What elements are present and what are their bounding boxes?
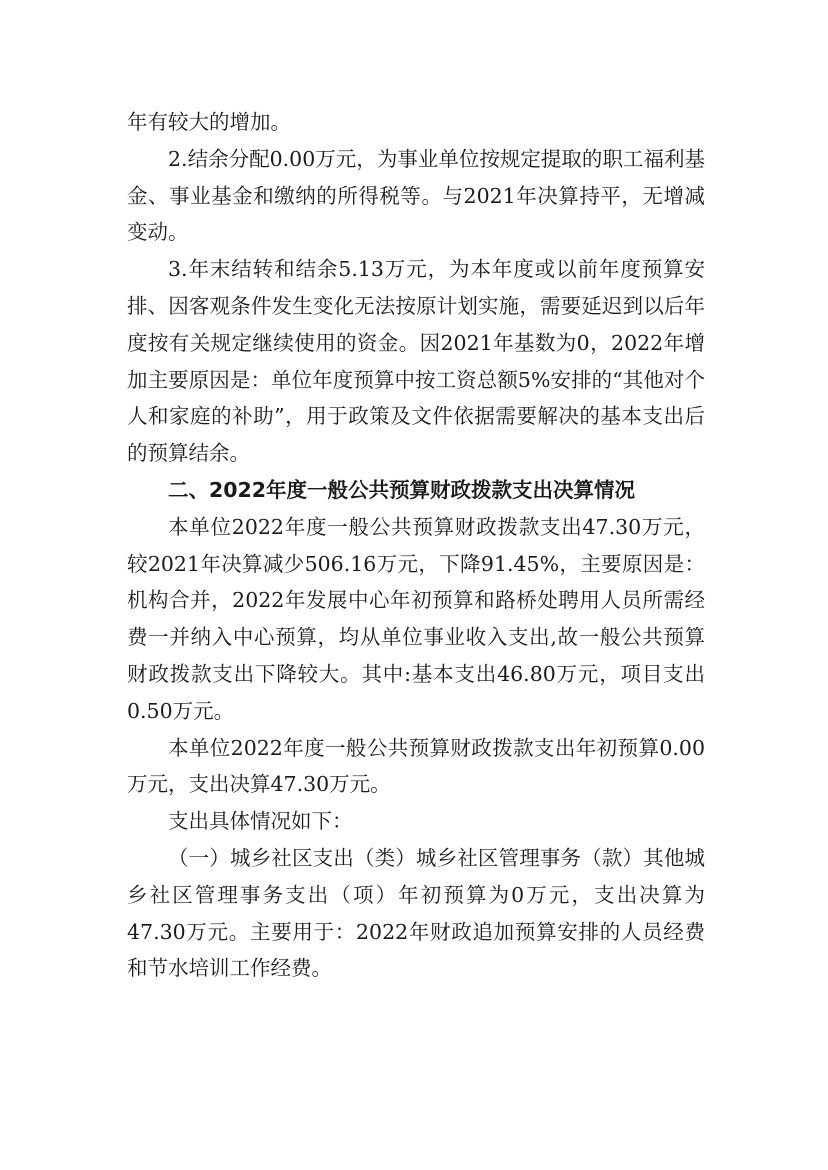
section-heading: 二、2022年度一般公共预算财政拨款支出决算情况 [168,477,636,502]
paragraph-budget-vs-final: 本单位2022年度一般公共预算财政拨款支出年初预算0.00万元，支出决算47.30万元。 [127,735,705,797]
paragraph-detail-item-1: （一）城乡社区支出（类）城乡社区管理事务（款）其他城乡社区管理事务支出（项）年初预算为0万元，支出决算为47.30万元。主要用于：2022年财政追加预算安排的人员经费和节水培训工作经费。 [127,845,705,981]
paragraph-continuation: 年有较大的增加。 [127,110,291,134]
document-page [127,104,705,987]
paragraph-year-end-balance: 3.年末结转和结余5.13万元，为本年度或以前年度预算安排、因客观条件发生变化无法按原计划实施，需要延迟到以后年度按有关规定继续使用的资金。因2021年基数为0，2022年增加主要原因是：单位年度预算中按工资总额5%安排的“其他对个人和家庭的补助”，用于政策及文件依据需要解决的基本支出后的预算结余。 [127,257,705,466]
paragraph-surplus-distribution: 2.结余分配0.00万元，为事业单位按规定提取的职工福利基金、事业基金和缴纳的所得税等。与2021年决算持平，无增减变动。 [127,146,705,245]
paragraph-expenditure-summary: 本单位2022年度一般公共预算财政拨款支出47.30万元，较2021年决算减少506.16万元，下降91.45%，主要原因是：机构合并，2022年发展中心年初预算和路桥处聘用人员所需经费一并纳入中心预算，均从单位事业收入支出,故一般公共预算财政拨款支出下降较大。其中:基本支出46.80万元，项目支出0.50万元。 [127,514,705,723]
paragraph-details-intro: 支出具体情况如下： [168,809,353,834]
